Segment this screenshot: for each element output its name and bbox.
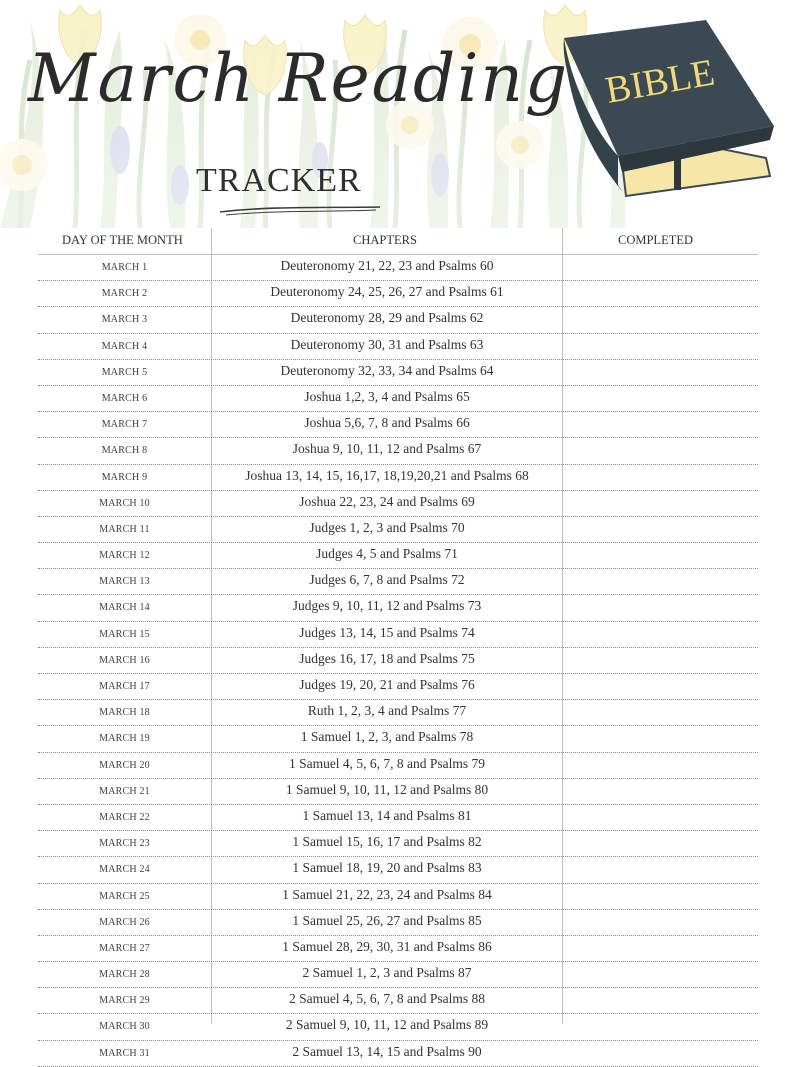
chapters-cell: Judges 16, 17, 18 and Psalms 75 (299, 650, 475, 666)
chapters-cell: Joshua 13, 14, 15, 16,17, 18,19,20,21 and Psalms 68 (245, 467, 529, 483)
completed-cell[interactable] (563, 648, 758, 673)
table-body (38, 255, 758, 1067)
chapters-cell: 1 Samuel 15, 16, 17 and Psalms 82 (292, 834, 482, 850)
day-cell: MARCH 17 (99, 681, 150, 692)
day-cell: MARCH 7 (101, 419, 148, 431)
table-header (38, 228, 758, 255)
header-banner (0, 0, 791, 228)
table-row (38, 648, 758, 674)
table-row (38, 962, 758, 988)
table-row (38, 910, 758, 936)
day-cell: MARCH 15 (99, 628, 150, 640)
table-row (38, 334, 758, 360)
table-row (38, 1041, 758, 1067)
completed-cell[interactable] (563, 962, 758, 987)
day-cell: MARCH 4 (101, 340, 148, 352)
chapters-cell: 1 Samuel 28, 29, 30, 31 and Psalms 86 (282, 938, 492, 954)
completed-cell[interactable] (563, 334, 758, 359)
day-cell: MARCH 8 (101, 445, 148, 457)
table-row (38, 307, 758, 333)
table-row (38, 988, 758, 1014)
chapters-cell: Judges 4, 5 and Psalms 71 (316, 546, 458, 562)
day-cell: MARCH 6 (101, 392, 148, 404)
table-row (38, 569, 758, 595)
page-title: March Reading (28, 40, 570, 117)
day-cell: MARCH 21 (99, 785, 150, 797)
day-cell: MARCH 5 (101, 366, 148, 378)
chapters-cell: 1 Samuel 4, 5, 6, 7, 8 and Psalms 79 (288, 755, 486, 771)
day-cell: MARCH 28 (99, 969, 150, 981)
completed-cell[interactable] (563, 543, 758, 568)
chapters-cell: Deuteronomy 30, 31 and Psalms 63 (290, 336, 484, 352)
day-cell: MARCH 14 (99, 602, 150, 614)
table-row (38, 779, 758, 805)
table-row (38, 674, 758, 700)
completed-cell[interactable] (563, 412, 758, 437)
table-row (38, 831, 758, 857)
chapters-cell: 1 Samuel 21, 22, 23, 24 and Psalms 84 (282, 886, 492, 902)
chapters-cell: 1 Samuel 9, 10, 11, 12 and Psalms 80 (285, 781, 489, 797)
day-cell: MARCH 23 (99, 838, 150, 850)
table-row (38, 255, 758, 281)
chapters-cell: Judges 6, 7, 8 and Psalms 72 (309, 572, 465, 588)
day-cell: MARCH 29 (99, 995, 150, 1007)
table-row (38, 622, 758, 648)
completed-cell[interactable] (563, 779, 758, 804)
completed-cell[interactable] (563, 595, 758, 620)
table-row (38, 857, 758, 883)
page-subtitle: TRACKER (196, 162, 362, 199)
day-cell: MARCH 13 (99, 576, 150, 588)
table-row (38, 936, 758, 962)
completed-cell[interactable] (563, 1014, 758, 1039)
day-cell: MARCH 30 (99, 1021, 150, 1033)
chapters-cell: 1 Samuel 18, 19, 20 and Psalms 83 (292, 860, 482, 876)
completed-cell[interactable] (563, 936, 758, 961)
chapters-cell: 1 Samuel 13, 14 and Psalms 81 (302, 807, 472, 823)
header-completed: COMPLETED (618, 233, 693, 247)
table-row (38, 884, 758, 910)
completed-cell[interactable] (563, 674, 758, 699)
chapters-cell: 1 Samuel 1, 2, 3, and Psalms 78 (300, 729, 474, 745)
chapters-cell: Joshua 5,6, 7, 8 and Psalms 66 (304, 415, 470, 431)
chapters-cell: Judges 19, 20, 21 and Psalms 76 (299, 677, 475, 692)
completed-cell[interactable] (563, 726, 758, 751)
table-row (38, 805, 758, 831)
header-chapters: CHAPTERS (353, 233, 417, 247)
table-row (38, 491, 758, 517)
completed-cell[interactable] (563, 700, 758, 725)
completed-cell[interactable] (563, 884, 758, 909)
bible-book-icon (556, 8, 778, 198)
chapters-cell: 2 Samuel 4, 5, 6, 7, 8 and Psalms 88 (288, 991, 486, 1007)
table-row (38, 386, 758, 412)
table-row (38, 753, 758, 779)
chapters-cell: Joshua 9, 10, 11, 12 and Psalms 67 (292, 441, 482, 457)
chapters-cell: 2 Samuel 1, 2, 3 and Psalms 87 (302, 965, 472, 981)
completed-cell[interactable] (563, 857, 758, 882)
chapters-cell: Deuteronomy 28, 29 and Psalms 62 (290, 310, 484, 326)
day-cell: MARCH 27 (99, 942, 150, 954)
table-row (38, 438, 758, 464)
chapters-cell: Ruth 1, 2, 3, 4 and Psalms 77 (307, 703, 467, 719)
completed-cell[interactable] (563, 438, 758, 463)
completed-cell[interactable] (563, 831, 758, 856)
completed-cell[interactable] (563, 281, 758, 306)
completed-cell[interactable] (563, 517, 758, 542)
chapters-cell: Judges 13, 14, 15 and Psalms 74 (299, 624, 475, 640)
table-row (38, 465, 758, 491)
book-label: BIBLE (602, 51, 718, 112)
chapters-cell: Judges 1, 2, 3 and Psalms 70 (309, 519, 465, 535)
day-cell: MARCH 25 (99, 890, 150, 902)
chapters-cell: Judges 9, 10, 11, 12 and Psalms 73 (292, 598, 482, 614)
day-cell: MARCH 16 (99, 654, 150, 666)
table-row (38, 726, 758, 752)
chapters-cell: Joshua 22, 23, 24 and Psalms 69 (299, 493, 475, 509)
subtitle-underline (218, 204, 383, 216)
day-cell: MARCH 26 (99, 916, 150, 928)
day-cell: MARCH 20 (99, 759, 150, 771)
day-cell: MARCH 11 (99, 523, 150, 535)
reading-table (38, 228, 758, 1067)
table-row (38, 595, 758, 621)
day-cell: MARCH 2 (101, 288, 148, 300)
chapters-cell: 1 Samuel 25, 26, 27 and Psalms 85 (292, 912, 482, 928)
table-row (38, 1014, 758, 1040)
chapters-cell: Deuteronomy 21, 22, 23 and Psalms 60 (280, 258, 494, 273)
table-row (38, 517, 758, 543)
completed-cell[interactable] (563, 491, 758, 516)
chapters-cell: 2 Samuel 9, 10, 11, 12 and Psalms 89 (285, 1017, 489, 1033)
day-cell: MARCH 18 (99, 707, 150, 719)
day-cell: MARCH 12 (99, 550, 150, 562)
completed-cell[interactable] (563, 465, 758, 490)
completed-cell[interactable] (563, 988, 758, 1013)
day-cell: MARCH 22 (99, 811, 150, 823)
completed-cell[interactable] (563, 307, 758, 332)
table-row (38, 360, 758, 386)
table-row (38, 543, 758, 569)
table-row (38, 412, 758, 438)
day-cell: MARCH 31 (99, 1047, 150, 1059)
table-row (38, 281, 758, 307)
day-cell: MARCH 9 (101, 471, 148, 483)
chapters-cell: Deuteronomy 32, 33, 34 and Psalms 64 (280, 362, 494, 378)
day-cell: MARCH 24 (99, 864, 150, 876)
header-day: DAY OF THE MONTH (62, 233, 183, 247)
completed-cell[interactable] (563, 910, 758, 935)
chapters-cell: Deuteronomy 24, 25, 26, 27 and Psalms 61 (270, 284, 504, 300)
chapters-cell: 2 Samuel 13, 14, 15 and Psalms 90 (292, 1043, 482, 1059)
completed-cell[interactable] (563, 622, 758, 647)
day-cell: MARCH 10 (99, 497, 150, 509)
completed-cell[interactable] (563, 1041, 758, 1066)
table-row (38, 700, 758, 726)
completed-cell[interactable] (563, 569, 758, 594)
chapters-cell: Joshua 1,2, 3, 4 and Psalms 65 (304, 388, 470, 404)
completed-cell[interactable] (563, 805, 758, 830)
day-cell: MARCH 19 (99, 733, 150, 745)
day-cell: MARCH 3 (101, 314, 148, 326)
completed-cell[interactable] (563, 753, 758, 778)
day-cell: MARCH 1 (101, 262, 148, 273)
completed-cell[interactable] (563, 386, 758, 411)
completed-cell[interactable] (563, 360, 758, 385)
completed-cell[interactable] (563, 255, 758, 280)
